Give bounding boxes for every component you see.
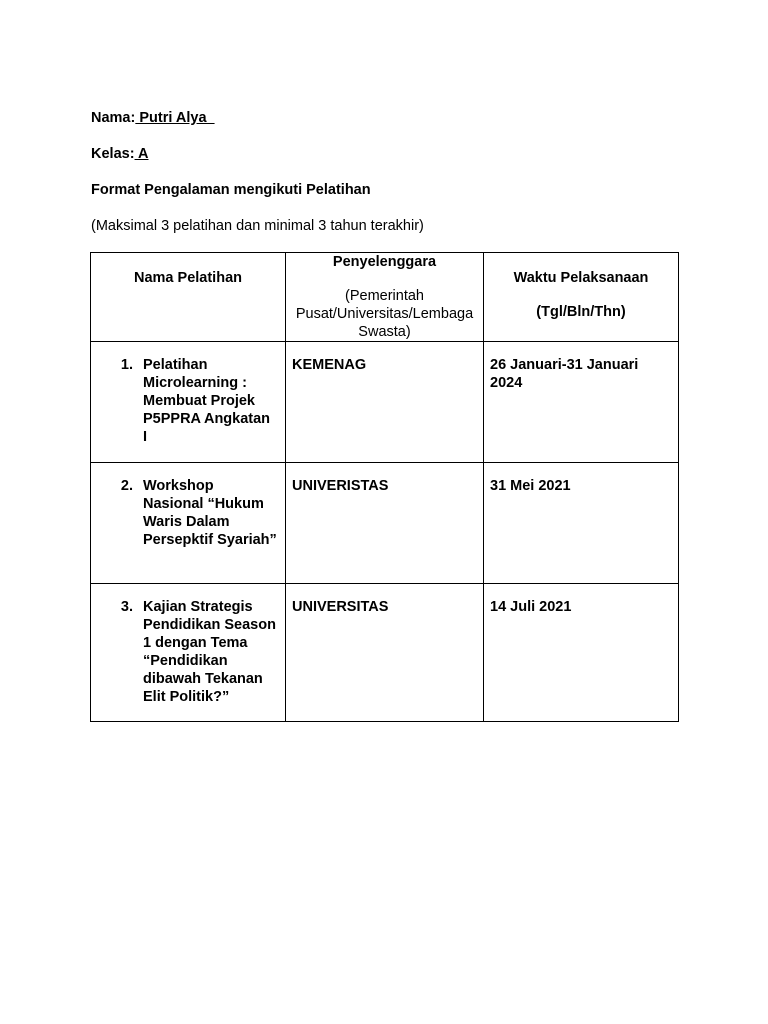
- training-cell: [91, 342, 286, 463]
- column-header-training-label: Nama Pelatihan: [134, 270, 242, 286]
- organizer-cell: KEMENAG: [286, 342, 484, 463]
- table-row: [91, 584, 679, 722]
- column-header-organizer-label: Penyelenggara: [332, 254, 437, 270]
- table-header-row: [91, 253, 679, 342]
- training-table: [90, 252, 679, 722]
- name-line: [91, 109, 215, 127]
- training-cell: [91, 584, 286, 722]
- document-note: (Maksimal 3 pelatihan dan minimal 3 tahun terakhir): [91, 218, 424, 234]
- name-value: Putri Alya: [135, 110, 215, 126]
- row-number: 2.: [120, 478, 133, 494]
- name-label: Nama:: [91, 110, 136, 126]
- class-line: [91, 145, 149, 163]
- organizer-cell: UNIVERSITAS: [286, 584, 484, 722]
- organizer-cell: UNIVERISTAS: [286, 463, 484, 584]
- document-title: Format Pengalaman mengikuti Pelatihan: [91, 182, 371, 198]
- column-header-time-sub: (Tgl/Bln/Thn): [536, 304, 626, 320]
- class-value: A: [134, 146, 149, 162]
- row-number: 3.: [120, 599, 133, 615]
- column-header-organizer-sub: (Pemerintah Pusat/Universitas/Lembaga Swasta): [295, 288, 474, 340]
- row-number: 1.: [120, 357, 133, 373]
- training-name: Pelatihan Microlearning : Membuat Projek P5PPRA Angkatan I: [143, 357, 271, 445]
- training-name: Kajian Strategis Pendidikan Season 1 dengan Tema “Pendidikan dibawah Tekanan Elit Politik?”: [143, 599, 276, 705]
- column-header-training: [91, 253, 286, 342]
- class-label: Kelas:: [91, 146, 135, 162]
- column-header-time-label: Waktu Pelaksanaan: [513, 270, 649, 286]
- date-cell: 14 Juli 2021: [484, 584, 679, 722]
- column-header-time: [484, 253, 679, 342]
- training-cell: [91, 463, 286, 584]
- column-header-organizer: [286, 253, 484, 342]
- date-cell: 26 Januari-31 Januari 2024: [484, 342, 679, 463]
- training-name: Workshop Nasional “Hukum Waris Dalam Persepktif Syariah”: [143, 478, 277, 548]
- date-cell: 31 Mei 2021: [484, 463, 679, 584]
- table-row: [91, 342, 679, 463]
- table-row: [91, 463, 679, 584]
